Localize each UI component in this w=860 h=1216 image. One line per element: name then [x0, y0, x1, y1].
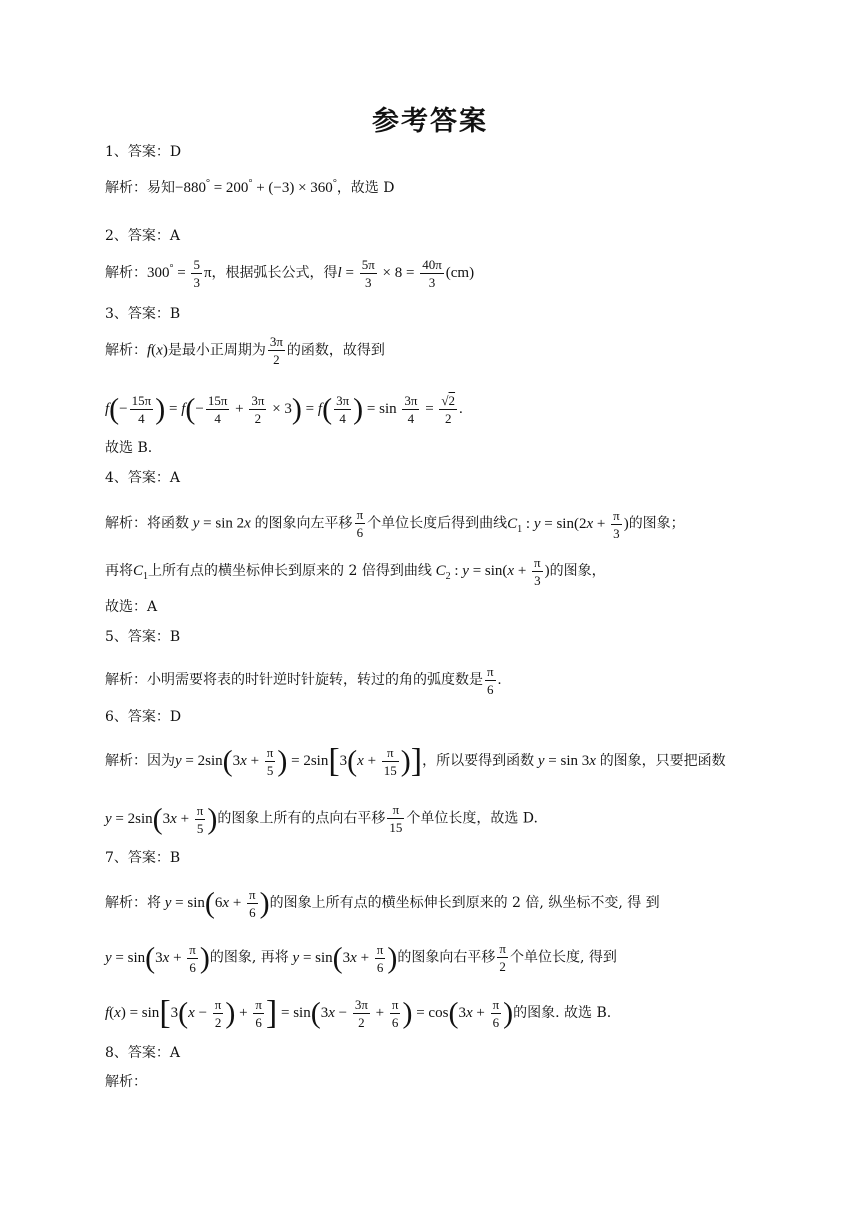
q5-analysis [105, 663, 501, 698]
q2-middle: ，根据弧长公式，得 [211, 264, 338, 281]
q4-c2: $C_2$ : y = sin(x + $\frac{\pi}{3}$ ) [435, 555, 550, 588]
q4-f1: y = sin 2x [192, 515, 251, 532]
q5-answer: 5、答案：B [105, 629, 181, 645]
q3-fx: f(x) [147, 342, 168, 359]
q8-answer: 8、答案：A [105, 1045, 181, 1061]
q6-target: y = sin 3x [537, 752, 596, 769]
q4-shift: $\frac{\pi}{6}$ [356, 507, 364, 540]
q6-shift: $\frac{\pi}{15}$ [389, 802, 403, 835]
q1-analysis [105, 174, 395, 198]
q4-line1-prefix: 解析：将函数 [105, 515, 189, 532]
q6-mid2: 的图象，只要把函数 [599, 752, 726, 769]
q3-text1: 是最小正周期为 [167, 342, 266, 359]
q5-value: $\frac{\pi}{6}$ . [487, 664, 502, 697]
q7-f1: y = sin(6x + $\frac{\pi}{6}$ ) [164, 886, 270, 920]
q1-suffix: ，故选 D [336, 180, 395, 196]
q1-answer: 1、答案：D [105, 144, 182, 160]
q5-text: 解析：小明需要将表的时针逆时针旋转，转过的角的弧度数是 [105, 671, 483, 688]
q7-line2-suffix: 个单位长度, 得到 [509, 949, 617, 966]
q7-line3-suffix: 的图象. 故选 B. [513, 1004, 612, 1021]
q6-line2-suffix: 个单位长度，故选 D. [406, 810, 538, 827]
q4-answer: 4、答案：A [105, 470, 181, 486]
q3-text2: 的函数，故得到 [286, 342, 385, 359]
q2-answer: 2、答案：A [105, 228, 181, 244]
q1-formula: −880° = 200° + (−3) × 360° [175, 178, 337, 196]
q7-line1-suffix: 的图象上所有点的横坐标伸长到原来的 2 倍, 纵坐标不变, 得 到 [269, 894, 660, 911]
q4-conclusion: 故选：A [105, 599, 158, 615]
q3-answer: 3、答案：B [105, 306, 181, 322]
q7-formula: f(x) = sin[3(x − $\frac{\pi}{2}$ ) + $\frac{\pi}{6}$ ] = sin(3x − $\frac{3\pi}{2}$ + $\frac{\pi}{6}$ ) = cos(3x + $\frac{\pi}{6}$ ) [105, 994, 514, 1032]
q3-conclusion: 故选 B. [105, 440, 153, 456]
q7-analysis-line1 [105, 886, 660, 921]
q3-analysis [105, 333, 385, 368]
q1-prefix: 解析：易知 [105, 180, 175, 196]
q4-line1-mid: 的图象向左平移 [254, 515, 353, 532]
q4-c1-name: $C_1$ [133, 562, 149, 582]
q3-period: $\frac{3\pi}{2}$ [269, 334, 283, 367]
q3-formula: f(− $\frac{15\pi}{4}$ ) = f(− $\frac{15\pi}{4}$ + $\frac{3\pi}{2}$ × 3) = f( $\frac{3\pi}{4}$ ) = sin $\frac{3\pi}{4}$ = $\frac{√2}{2}$ . [105, 392, 463, 426]
q6-line2-mid: 的图象上所有的点向右平移 [217, 810, 386, 827]
q6-answer: 6、答案：D [105, 709, 182, 725]
q7-f3: y = sin(3x + $\frac{\pi}{6}$ ) [292, 941, 398, 975]
q2-formula: 300° = $\frac{5}{3}$ π [147, 257, 212, 290]
q4-line2-suffix: 的图象， [549, 562, 606, 579]
q3-prefix: 解析： [105, 342, 147, 359]
q7-f2: y = sin(3x + $\frac{\pi}{6}$ ) [105, 941, 210, 975]
q4-line2-prefix: 再将 [105, 562, 133, 579]
q7-line2-mid: 的图象, 再将 [209, 949, 289, 966]
q4-line1-mid2: 个单位长度后得到曲线 [367, 515, 508, 532]
q6-analysis-line1 [105, 744, 726, 779]
q8-prefix: 解析： [105, 1074, 147, 1090]
q4-c1: $C_1$ : y = sin(2x + $\frac{\pi}{3}$ ) [507, 507, 629, 541]
q2-prefix: 解析： [105, 264, 147, 281]
q6-formula2: y = 2sin(3x + $\frac{\pi}{5}$ ) [105, 802, 218, 836]
q4-analysis-line2 [105, 554, 606, 589]
q6-formula: y = 2sin(3x + $\frac{\pi}{5}$ ) = 2sin[3(x + $\frac{\pi}{15}$ )] [175, 742, 423, 780]
q6-mid: ，所以要得到函数 [422, 752, 535, 769]
q4-line2-mid: 上所有点的横坐标伸长到原来的 2 倍得到曲线 [148, 562, 432, 579]
q7-line2-mid2: 的图象向右平移 [397, 949, 496, 966]
q2-formula2: l = $\frac{5\pi}{3}$ × 8 = $\frac{40\pi}{3}$ (cm) [337, 257, 475, 290]
q7-prefix: 解析：将 [105, 894, 161, 911]
q7-analysis-line2 [105, 940, 617, 976]
q4-analysis-line1 [105, 506, 685, 542]
q6-prefix: 解析：因为 [105, 752, 175, 769]
q6-analysis-line2 [105, 801, 538, 837]
q7-answer: 7、答案：B [105, 850, 181, 866]
q4-line1-suffix: 的图象； [628, 515, 685, 532]
q7-shift: $\frac{\pi}{2}$ [499, 941, 506, 974]
page-title: 参考答案 [372, 106, 488, 137]
q2-analysis [105, 256, 474, 291]
q7-analysis-line3 [105, 996, 611, 1031]
